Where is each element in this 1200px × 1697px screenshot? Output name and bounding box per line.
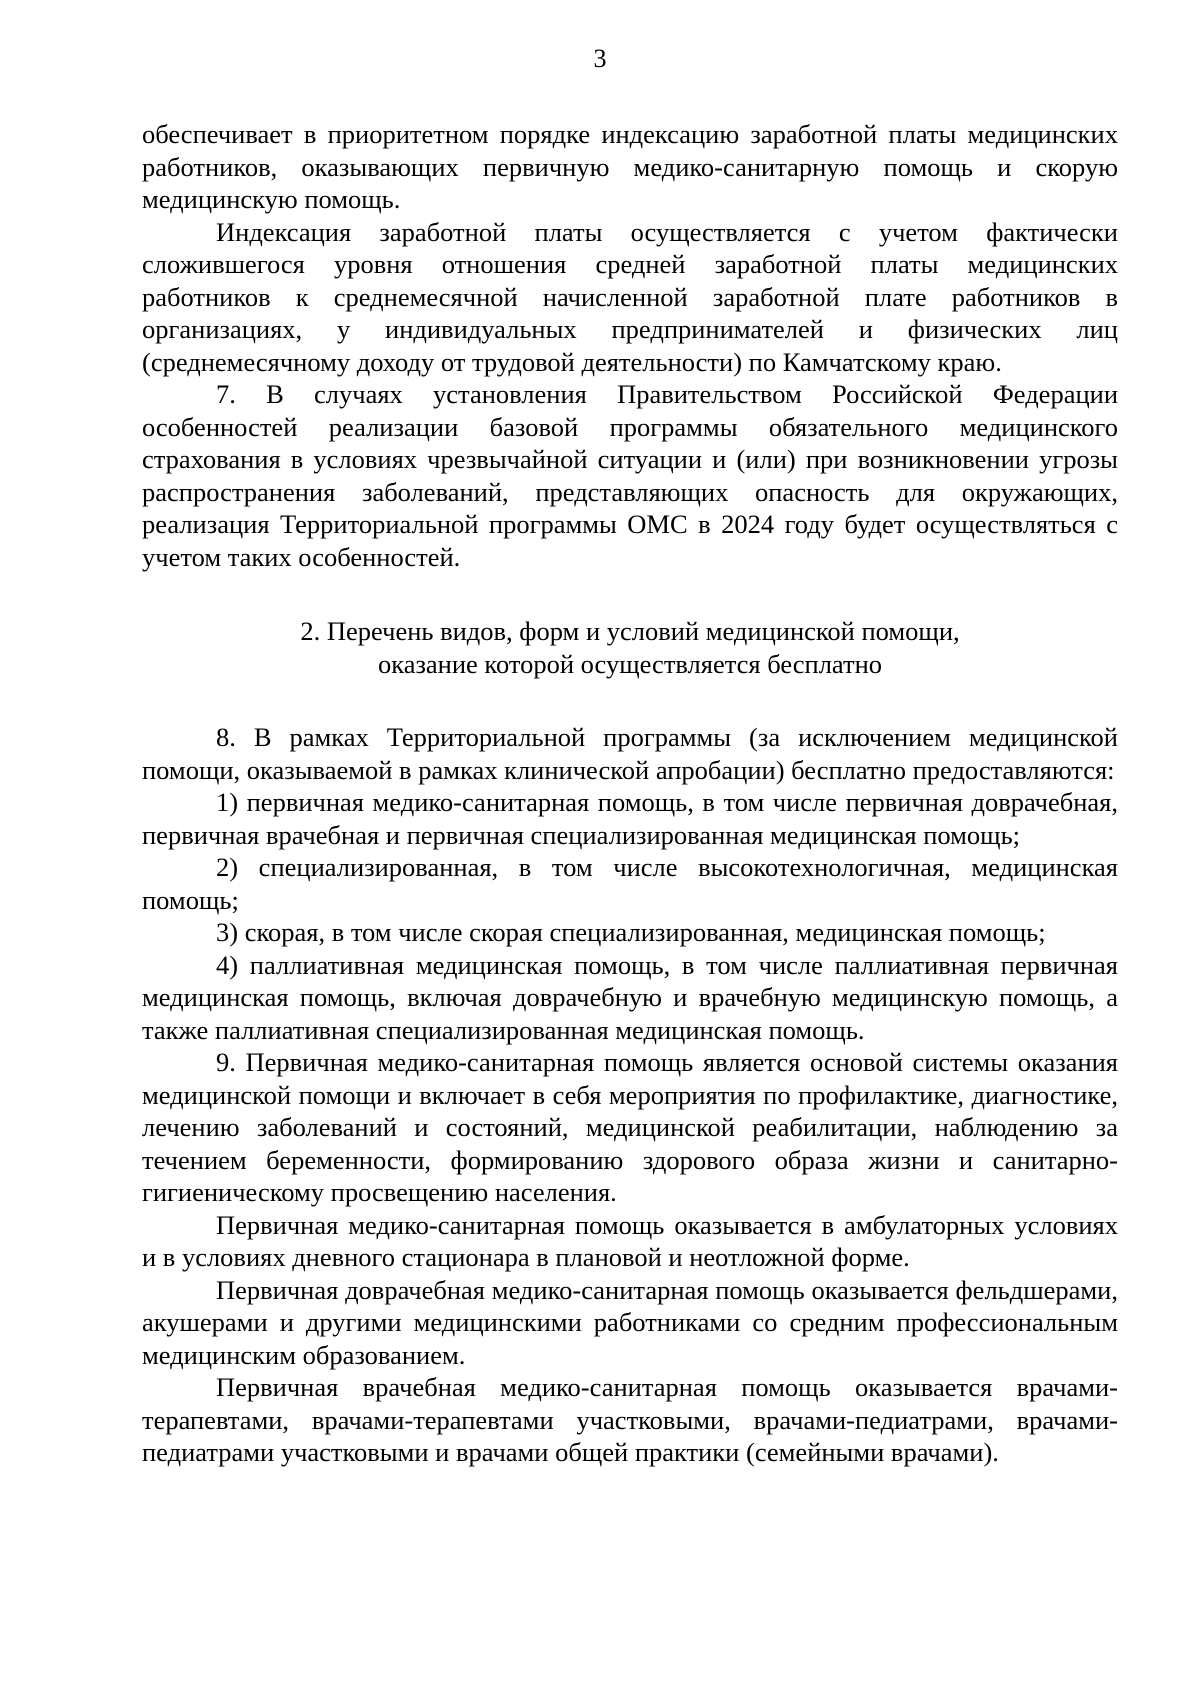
paragraph-physician-care: Первичная врачебная медико-санитарная помощь оказывается врачами-терапевтами, врачами-терапевтами участковыми, врачами-педиатрами, врачами-педиатрами участковыми и врачами общей практики (семейными врачами). [142,1372,1118,1467]
paragraph-pre-medical-care: Первичная доврачебная медико-санитарная помощь оказывается фельдшерами, акушерами и другими медицинскими работниками со средним профессиональным медицинским образованием. [142,1274,1118,1370]
list-item-2: 2) специализированная, в том числе высокотехнологичная, медицинская помощь; [142,852,1118,915]
page-number: 3 [593,44,607,73]
paragraph-primary-care-conditions: Первичная медико-санитарная помощь оказывается в амбулаторных условиях и в условиях дневного стационара в плановой и неотложной форме. [142,1209,1118,1272]
list-item-1: 1) первичная медико-санитарная помощь, в том числе первичная доврачебная, первичная врачебная и первичная специализированная медицинская помощь; [142,787,1118,850]
document-body [142,118,1118,1469]
paragraph-indexation: Индексация заработной платы осуществляется с учетом фактически сложившегося уровня отношения средней заработной платы медицинских работников к среднемесячной начисленной заработной плате работников в организациях, у индивидуальных предпринимателей и физических лиц (среднемесячному доходу от трудовой деятельности) по Камчатскому краю. [142,216,1118,377]
section-heading-line-1: 2. Перечень видов, форм и условий медицинской помощи, [300,616,960,646]
paragraph-clause-8: 8. В рамках Территориальной программы (за исключением медицинской помощи, оказываемой в рамках клинической апробации) бесплатно предоставляются: [142,722,1118,785]
section-heading-line-2: оказание которой осуществляется бесплатно [377,648,883,679]
paragraph-continuation: обеспечивает в приоритетном порядке индексацию заработной платы медицинских работников, оказывающих первичную медико-санитарную помощь и скорую медицинскую помощь. [142,119,1118,214]
list-item-4: 4) паллиативная медицинская помощь, в том числе паллиативная первичная медицинская помощь, включая доврачебную и врачебную медицинскую помощь, а также паллиативная специализированная медицинская помощь. [142,949,1118,1045]
paragraph-clause-7: 7. В случаях установления Правительством Российской Федерации особенностей реализации базовой программы обязательного медицинского страхования в условиях чрезвычайной ситуации и (или) при возникновении угрозы распространения заболеваний, представляющих опасность для окружающих, реализация Территориальной программы ОМС в 2024 году будет осуществляться с учетом таких особенностей. [142,379,1118,572]
list-item-3: 3) скорая, в том числе скорая специализированная, медицинская помощь; [216,917,1046,947]
section-heading [142,615,1118,680]
paragraph-clause-9: 9. Первичная медико-санитарная помощь является основой системы оказания медицинской помощи и включает в себя мероприятия по профилактике, диагностике, лечению заболеваний и состояний, медицинской реабилитации, наблюдению за течением беременности, формированию здорового образа жизни и санитарно-гигиеническому просвещению населения. [142,1047,1118,1207]
